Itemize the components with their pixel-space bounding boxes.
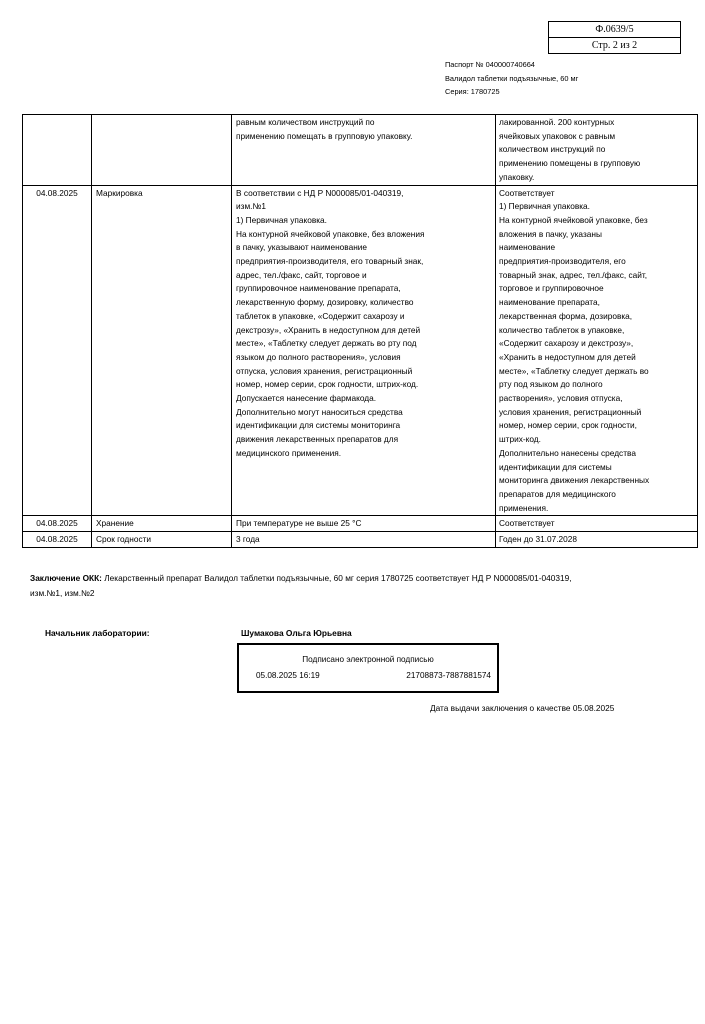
row-date: 04.08.2025: [23, 532, 92, 548]
head-of-lab-label: Начальник лаборатории:: [45, 628, 150, 638]
signature-title: Подписано электронной подписью: [302, 655, 434, 664]
row-test-name: Срок годности: [92, 532, 232, 548]
row-date: [23, 115, 92, 186]
electronic-signature-box: [237, 643, 499, 693]
row-requirement: В соответствии с НД Р N000085/01-040319, изм.№1 1) Первичная упаковка. На контурной ячейковой упаковке, без вложения в пачку, указывают наименование предприятия-производителя, его товарный знак, адрес, тел./факс, сайт, торговое и группировочное наименование препарата, лекарственную форму, дозировку, количество таблеток в упаковке, «Содержит сахарозу и декстрозу», «Хранить в недоступном для детей месте», «Таблетку следует держать во рту под языком до полного растворения», условия отпуска, условия хранения, регистрационный номер, номер серии, срок годности, штрих-код. Допускается нанесение фармакода. Дополнительно могут наноситься средства идентификации для системы мониторинга движения лекарственных препаратов для медицинского применения.: [232, 185, 496, 516]
form-code-box: [548, 21, 681, 54]
conclusion: [30, 571, 590, 600]
passport-product: Валидол таблетки подъязычные, 60 мг: [445, 73, 579, 83]
row-result: Годен до 31.07.2028: [496, 532, 698, 548]
page-number: Стр. 2 из 2: [549, 37, 680, 53]
row-requirement: равным количеством инструкций по применению помещать в групповую упаковку.: [232, 115, 496, 186]
table-row: [23, 532, 698, 548]
issue-date: Дата выдачи заключения о качестве 05.08.2025: [430, 703, 615, 713]
conclusion-label: Заключение ОКК:: [30, 573, 102, 583]
passport-series: Серия: 1780725: [445, 87, 500, 96]
form-code: Ф.0639/5: [595, 24, 634, 35]
row-result: Соответствует: [496, 516, 698, 532]
signature-datetime: 05.08.2025 16:19: [256, 671, 320, 680]
row-result: лакированной. 200 контурных ячейковых упаковок с равным количеством инструкций по применению помещены в групповую упаковку.: [496, 115, 698, 186]
table-row: [23, 185, 698, 516]
row-requirement: При температуре не выше 25 °С: [232, 516, 496, 532]
passport-number: Паспорт № 040000740664: [445, 60, 535, 69]
row-test-name: Маркировка: [92, 185, 232, 516]
head-of-lab-name: Шумакова Ольга Юрьевна: [241, 628, 352, 638]
row-date: 04.08.2025: [23, 185, 92, 516]
row-requirement: 3 года: [232, 532, 496, 548]
test-results-table: [22, 114, 698, 548]
signature-code: 21708873-7887881574: [406, 671, 491, 680]
passport-block: [445, 58, 578, 99]
conclusion-text: Лекарственный препарат Валидол таблетки подъязычные, 60 мг серия 1780725 соответствует НД Р N000085/01-040319, изм.№1, изм.№2: [30, 573, 572, 598]
table-row: [23, 516, 698, 532]
row-test-name: Хранение: [92, 516, 232, 532]
table-row: [23, 115, 698, 186]
row-date: 04.08.2025: [23, 516, 92, 532]
row-result: Соответствует 1) Первичная упаковка. На контурной ячейковой упаковке, без вложения в пачку, указаны наименование предприятия-производителя, его товарный знак, адрес, тел./факс, сайт, торговое и группировочное наименование препарата, лекарственная форма, дозировка, количество таблеток в упаковке, «Содержит сахарозу и декстрозу», «Хранить в недоступном для детей месте», «Таблетку следует держать во рту под языком до полного растворения», условия отпуска, условия хранения, регистрационный номер, номер серии, срок годности, штрих-код. Дополнительно нанесены средства идентификации для системы мониторинга движения лекарственных препаратов для медицинского применения.: [496, 185, 698, 516]
row-test-name: [92, 115, 232, 186]
